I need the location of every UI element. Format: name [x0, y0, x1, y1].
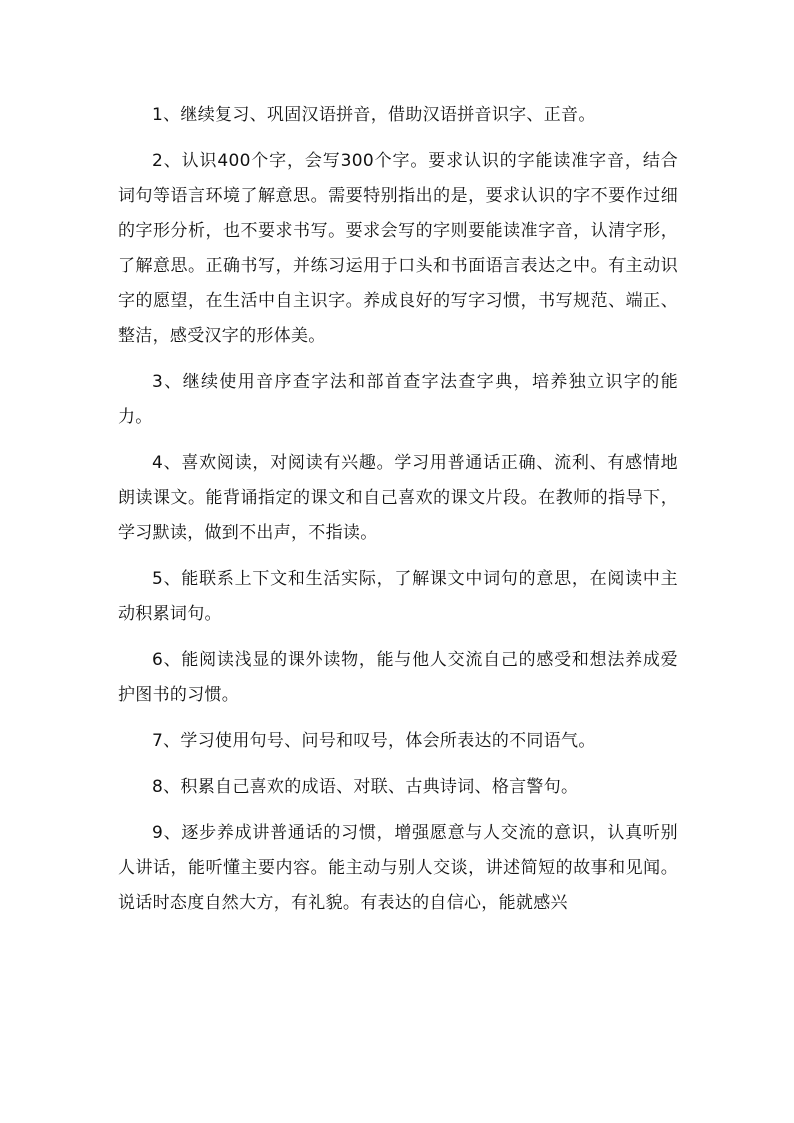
paragraph-8: 8、积累自己喜欢的成语、对联、古典诗词、格言警句。 — [152, 777, 579, 797]
paragraph-6: 6、能阅读浅显的课外读物，能与他人交流自己的感受和想法养成爱护图书的习惯。 — [118, 650, 678, 705]
paragraph-2: 2、认识400个字，会写300个字。要求认识的字能读准字音，结合词句等语言环境了解意思。需要特别指出的是，要求认识的字不要作过细的字形分析，也不要求书写。要求会写的字则要能读准字音，认清字形，了解意思。正确书写，并练习运用于口头和书面语言表达之中。有主动识字的愿望，在生活中自主识字。养成良好的写字习惯，书写规范、端正、整洁，感受汉字的形体美。 — [118, 151, 678, 346]
paragraph-4: 4、喜欢阅读，对阅读有兴趣。学习用普通话正确、流利、有感情地朗读课文。能背诵指定的课文和自己喜欢的课文片段。在教师的指导下，学习默读，做到不出声，不指读。 — [118, 453, 678, 543]
paragraph-1: 1、继续复习、巩固汉语拼音，借助汉语拼音识字、正音。 — [152, 105, 596, 125]
paragraph-9: 9、逐步养成讲普通话的习惯，增强愿意与人交流的意识，认真听别人讲话，能听懂主要内容。能主动与别人交谈，讲述简短的故事和见闻。说话时态度自然大方，有礼貌。有表达的自信心，能就感兴 — [118, 823, 678, 913]
paragraph-3: 3、继续使用音序查字法和部首查字法查字典，培养独立识字的能力。 — [118, 372, 678, 427]
paragraph-7: 7、学习使用句号、问号和叹号，体会所表达的不同语气。 — [152, 731, 596, 751]
paragraph-5: 5、能联系上下文和生活实际，了解课文中词句的意思，在阅读中主动积累词句。 — [118, 569, 678, 624]
document-body — [118, 98, 678, 932]
